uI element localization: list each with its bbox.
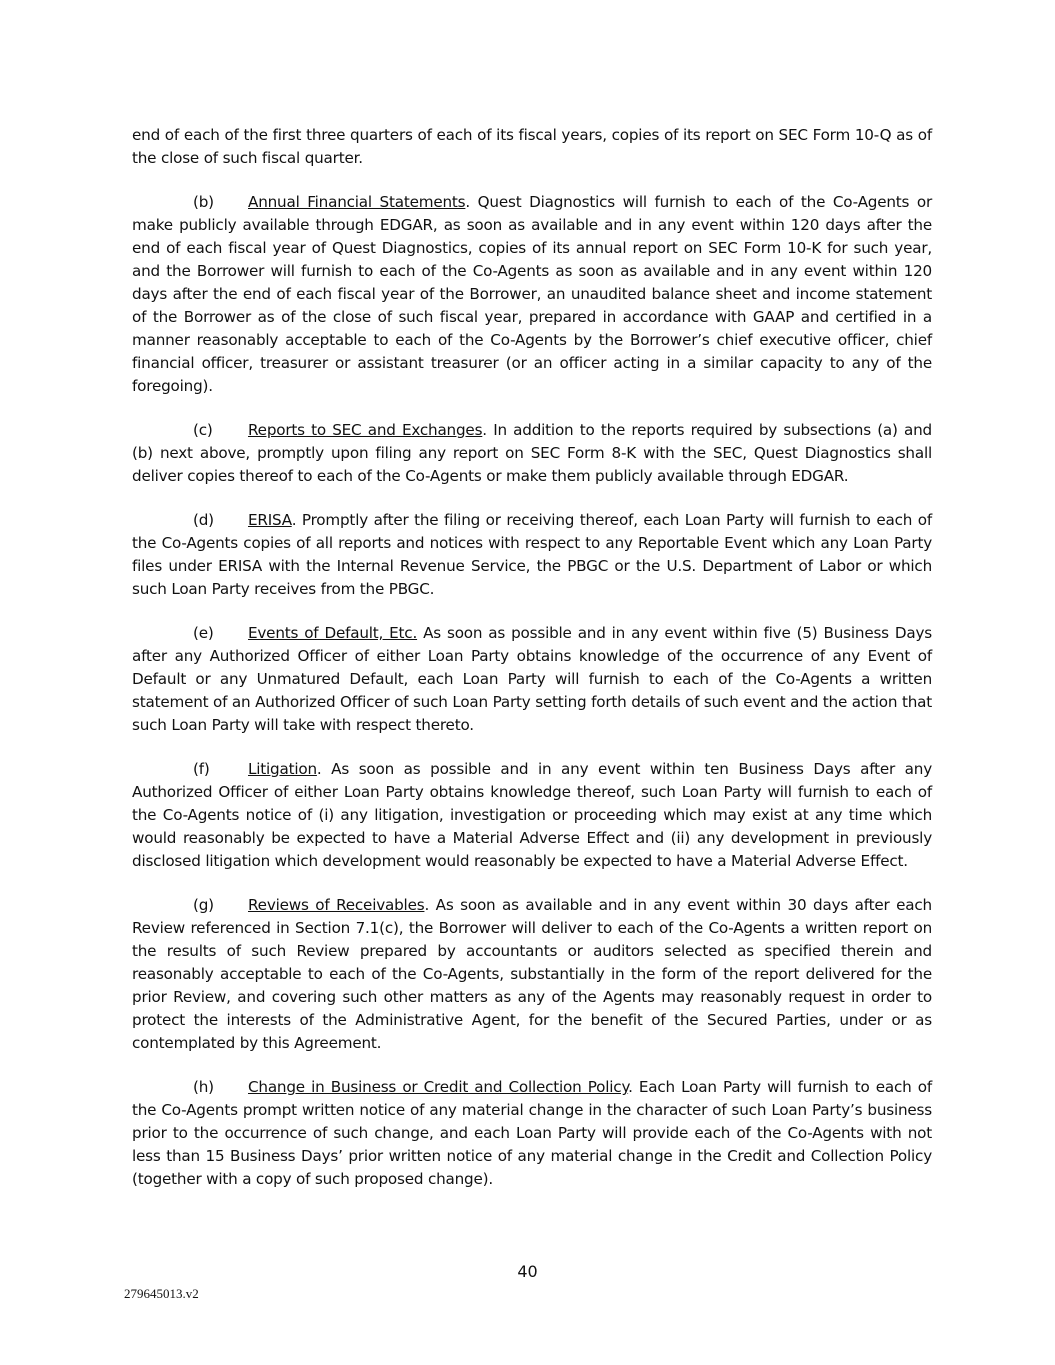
section-g — [132, 894, 932, 1055]
section-f-heading-suffix: . — [316, 760, 322, 778]
section-g-text: As soon as available and in any event within 30 days after each Review referenced in Section 7.1(c), the Borrower will deliver to each of the Co-Agents a written report on the results of such Review prepared by accountants or auditors selected as specified therein and reasonably acceptable to each of the Co-Agents, substantially in the form of the report delivered for the prior Review, and covering such other matters as any of the Agents may reasonably request in order to protect the interests of the Administrative Agent, for the benefit of the Secured Parties, under or as contemplated by this Agreement. — [132, 896, 932, 1052]
section-d-label: (d) — [193, 511, 214, 529]
section-g-heading-suffix: . — [424, 896, 430, 914]
section-c-text: In addition to the reports required by subsections (a) and (b) next above, promptly upon filing any report on SEC Form 8-K with the SEC, Quest Diagnostics shall deliver copies thereof to each of the Co-Agents or make them publicly available through EDGAR. — [132, 421, 932, 485]
continuation-paragraph — [132, 124, 932, 170]
section-b-heading-suffix: . — [465, 193, 471, 211]
section-b — [132, 191, 932, 398]
section-h-label: (h) — [193, 1078, 214, 1096]
section-e — [132, 622, 932, 737]
section-h-heading: Change in Business or Credit and Collection Policy — [248, 1078, 629, 1096]
section-g-label: (g) — [193, 896, 214, 914]
section-c-heading: Reports to SEC and Exchanges — [248, 421, 483, 439]
section-d-text: Promptly after the filing or receiving thereof, each Loan Party will furnish to each of the Co-Agents copies of all reports and notices with respect to any Reportable Event which any Loan Party files under ERISA with the Internal Revenue Service, the PBGC or the U.S. Department of Labor or which such Loan Party receives from the PBGC. — [132, 511, 932, 598]
section-c-label: (c) — [193, 421, 213, 439]
section-c — [132, 419, 932, 488]
document-id: 279645013.v2 — [124, 1286, 199, 1301]
section-e-heading: Events of Default, Etc. — [248, 624, 418, 642]
continuation-text: end of each of the first three quarters of each of its fiscal years, copies of its report on SEC Form 10-Q as of the close of such fiscal quarter. — [132, 126, 932, 167]
section-b-label: (b) — [193, 193, 214, 211]
section-f-heading: Litigation — [248, 760, 317, 778]
section-b-heading: Annual Financial Statements — [248, 193, 466, 211]
section-d-heading-suffix: . — [291, 511, 297, 529]
section-c-heading-suffix: . — [482, 421, 487, 439]
section-h-text: Each Loan Party will furnish to each of the Co-Agents prompt written notice of any material change in the character of such Loan Party’s business prior to the occurrence of such change, and each Loan Party will provide each of the Co-Agents with not less than 15 Business Days’ prior written notice of any material change in the Credit and Collection Policy (together with a copy of such proposed change). — [132, 1078, 932, 1188]
section-f — [132, 758, 932, 873]
section-h — [132, 1076, 932, 1191]
page-number: 40 — [517, 1262, 538, 1281]
section-g-heading: Reviews of Receivables — [248, 896, 425, 914]
section-e-label: (e) — [193, 624, 214, 642]
section-f-label: (f) — [193, 760, 210, 778]
document-body — [132, 124, 932, 1212]
section-d-heading: ERISA — [248, 511, 292, 529]
section-e-text: As soon as possible and in any event within five (5) Business Days after any Authorized Officer of either Loan Party obtains knowledge of the occurrence of any Event of Default or any Unmatured Default, each Loan Party will furnish to each of the Co-Agents a written statement of an Authorized Officer of such Loan Party setting forth details of such event and the action that such Loan Party will take with respect thereto. — [132, 624, 932, 734]
section-d — [132, 509, 932, 601]
section-h-heading-suffix: . — [628, 1078, 633, 1096]
section-b-text: Quest Diagnostics will furnish to each of the Co-Agents or make publicly available through EDGAR, as soon as available and in any event within 120 days after the end of each fiscal year of Quest Diagnostics, copies of its annual report on SEC Form 10-K for such year, and the Borrower will furnish to each of the Co-Agents as soon as available and in any event within 120 days after the end of each fiscal year of the Borrower, an unaudited balance sheet and income statement of the Borrower as of the close of such fiscal year, prepared in accordance with GAAP and certified in a manner reasonably acceptable to each of the Co-Agents by the Borrower’s chief executive officer, chief financial officer, treasurer or assistant treasurer (or an officer acting in a similar capacity to any of the foregoing). — [132, 193, 932, 395]
section-f-text: As soon as possible and in any event within ten Business Days after any Authorized Officer of either Loan Party obtains knowledge thereof, such Loan Party will furnish to each of the Co-Agents notice of (i) any litigation, investigation or proceeding which may exist at any time which would reasonably be expected to have a Material Adverse Effect and (ii) any development in previously disclosed litigation which development would reasonably be expected to have a Material Adverse Effect. — [132, 760, 932, 870]
